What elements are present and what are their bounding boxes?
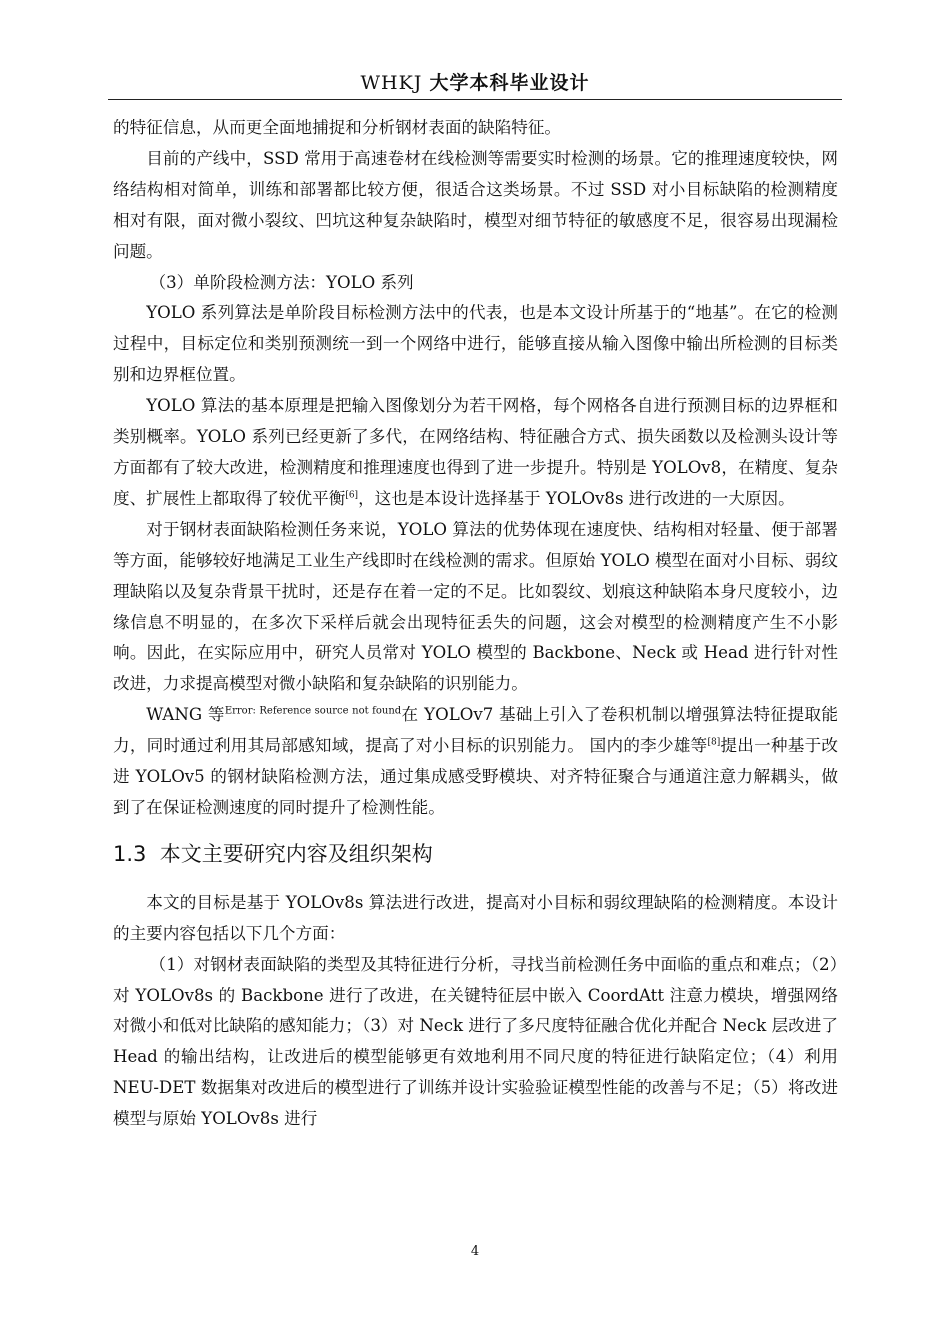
- header-rule: [108, 99, 842, 100]
- section-title: 本文主要研究内容及组织架构: [159, 841, 433, 866]
- header-latin: WHKJ: [360, 72, 423, 94]
- paragraph-yolo-intro: YOLO 系列算法是单阶段目标检测方法中的代表，也是本文设计所基于的“地基”。在它的检测过程中，目标定位和类别预测统一到一个网络中进行，能够直接从输入图像中输出所检测的目标类别和边界框位置。: [113, 303, 838, 385]
- header-chinese: 大学本科毕业设计: [429, 72, 590, 94]
- section-heading: [113, 838, 838, 870]
- citation[interactable]: [6]: [345, 490, 359, 501]
- text-run: WANG 等: [146, 705, 225, 725]
- paragraph-contents: （1）对钢材表面缺陷的类型及其特征进行分析，寻找当前检测任务中面临的重点和难点；（2）对 YOLOv8s 的 Backbone 进行了改进，在关键特征层中嵌入 CoordAtt 注意力模块，增强网络对微小和低对比缺陷的感知能力；（3）对 Neck 进行了多尺度特征融合优化并配合 Neck 层改进了 Head 的输出结构，让改进后的模型能够更有效地利用不同尺度的特征进行缺陷定位；（4）利用 NEU-DET 数据集对改进后的模型进行了训练并设计实验验证模型性能的改善与不足；（5）将改进模型与原始 YOLOv8s 进行: [113, 954, 838, 1129]
- paragraph-goal: 本文的目标是基于 YOLOv8s 算法进行改进，提高对小目标和弱纹理缺陷的检测精度。本设计的主要内容包括以下几个方面：: [113, 892, 838, 943]
- text-run: 提出一种基于改进 YOLOv5 的钢材缺陷检测方法，通过集成感受野模块、对齐特征聚合与通道注意力解耦头，做到了在保证检测速度的同时提升了检测性能。: [113, 736, 838, 817]
- paragraph-related-work: [113, 700, 838, 824]
- paragraph-yolo-principle: [113, 391, 838, 515]
- page-number: 4: [470, 1244, 480, 1259]
- section-number: 1.3: [113, 841, 147, 866]
- text-run: ，这也是本设计选择基于 YOLOv8s 进行改进的一大原因。: [358, 488, 795, 508]
- paragraph-yolo-steel: 对于钢材表面缺陷检测任务来说，YOLO 算法的优势体现在速度快、结构相对轻量、便于部署等方面，能够较好地满足工业生产线即时在线检测的需求。但原始 YOLO 模型在面对小目标、弱纹理缺陷以及复杂背景干扰时，还是存在着一定的不足。比如裂纹、划痕这种缺陷本身尺度较小，边缘信息不明显的，在多次下采样后就会出现特征丢失的问题，这会对模型的检测精度产生不小影响。因此，在实际应用中，研究人员常对 YOLO 模型的 Backbone、Neck 或 Head 进行针对性改进，力求提高模型对微小缺陷和复杂缺陷的识别能力。: [113, 519, 838, 694]
- page-header: [108, 70, 842, 96]
- text-run: 在 YOLOv7 基础上引入了卷积机制以增强算法特征提取能力，同时通过利用其局部感知域，提高了对小目标的识别能力。 国内的李少雄等: [113, 705, 839, 756]
- subheading-yolo: （3）单阶段检测方法：YOLO 系列: [149, 272, 414, 292]
- citation[interactable]: [8]: [707, 737, 721, 748]
- paragraph-ssd: 目前的产线中，SSD 常用于高速卷材在线检测等需要实时检测的场景。它的推理速度较快，网络结构相对简单，训练和部署都比较方便，很适合这类场景。不过 SSD 对小目标缺陷的检测精度相对有限，面对微小裂纹、凹坑这种复杂缺陷时，模型对细节特征的敏感度不足，很容易出现漏检问题。: [113, 148, 838, 261]
- reference-error: Error: Reference source not found: [224, 705, 402, 717]
- paragraph-continuation: 的特征信息，从而更全面地捕捉和分析钢材表面的缺陷特征。: [113, 118, 562, 137]
- page-body: [113, 113, 838, 1135]
- text-run: YOLO 算法的基本原理是把输入图像划分为若干网格，每个网格各自进行预测目标的边界框和类别概率。YOLO 系列已经更新了多代，在网络结构、特征融合方式、损失函数以及检测头设计等方面都有了较大改进，检测精度和推理速度也得到了进一步提升。特别是 YOLOv8，在精度、复杂度、扩展性上都取得了较优平衡: [113, 396, 838, 508]
